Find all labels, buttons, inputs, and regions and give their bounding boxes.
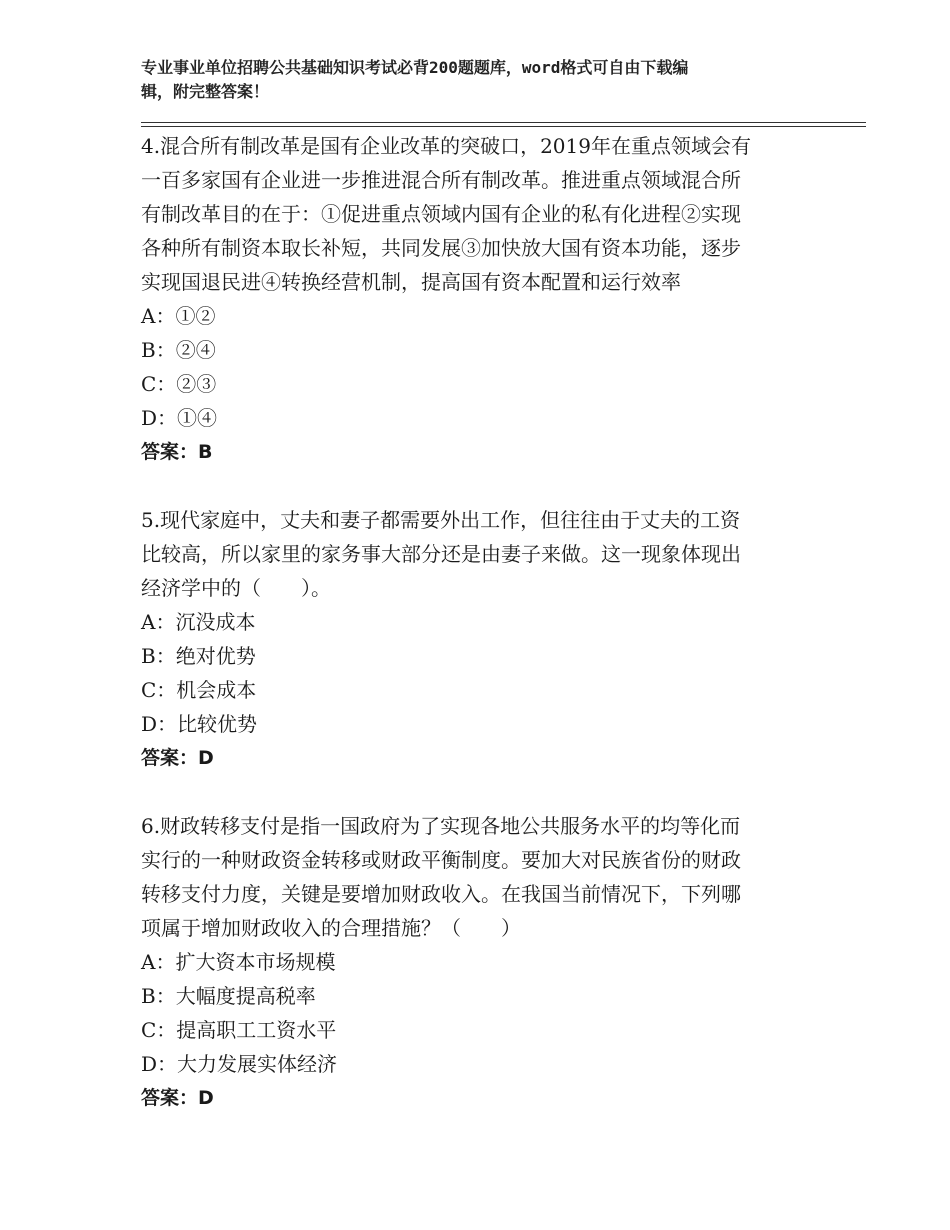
- option-c: C：②③: [141, 372, 217, 396]
- option-d: D：①④: [141, 406, 218, 430]
- answer: 答案：D: [141, 747, 214, 769]
- option-b: B：②④: [141, 338, 216, 362]
- question-6: [141, 809, 801, 1115]
- option-d: D：比较优势: [141, 712, 258, 736]
- option-b: B：绝对优势: [141, 644, 256, 668]
- stem-line: 4.混合所有制改革是国有企业改革的突破口，2019年在重点领域会有: [141, 134, 751, 158]
- stem-line: 各种所有制资本取长补短，共同发展③加快放大国有资本功能，逐步: [141, 236, 741, 260]
- stem-line: 5.现代家庭中，丈夫和妻子都需要外出工作，但往往由于丈夫的工资: [141, 508, 741, 532]
- header-line: 辑，附完整答案！: [141, 82, 270, 101]
- stem-line: 项属于增加财政收入的合理措施？（ ）: [141, 916, 521, 940]
- stem-line: 实现国退民进④转换经营机制，提高国有资本配置和运行效率: [141, 270, 681, 294]
- stem-line: 比较高，所以家里的家务事大部分还是由妻子来做。这一现象体现出: [141, 542, 741, 566]
- stem-line: 一百多家国有企业进一步推进混合所有制改革。推进重点领域混合所: [141, 168, 741, 192]
- question-5: [141, 503, 801, 775]
- header-divider: [141, 122, 866, 123]
- question-stem: [141, 503, 801, 605]
- question-4: [141, 129, 801, 469]
- option-a: A：沉没成本: [141, 610, 256, 634]
- option-c: C：机会成本: [141, 678, 257, 702]
- answer: 答案：B: [141, 441, 213, 463]
- option-b: B：大幅度提高税率: [141, 984, 316, 1008]
- stem-line: 6.财政转移支付是指一国政府为了实现各地公共服务水平的均等化而: [141, 814, 741, 838]
- option-a: A：①②: [141, 304, 216, 328]
- question-stem: [141, 809, 801, 945]
- option-a: A：扩大资本市场规模: [141, 950, 336, 974]
- question-list: [141, 127, 801, 1115]
- stem-line: 有制改革目的在于：①促进重点领域内国有企业的私有化进程②实现: [141, 202, 741, 226]
- document-header: [141, 56, 801, 104]
- question-stem: [141, 129, 801, 299]
- option-c: C：提高职工工资水平: [141, 1018, 337, 1042]
- stem-line: 转移支付力度，关键是要增加财政收入。在我国当前情况下，下列哪: [141, 882, 741, 906]
- answer: 答案：D: [141, 1087, 214, 1109]
- stem-line: 经济学中的（ ）。: [141, 576, 331, 600]
- stem-line: 实行的一种财政资金转移或财政平衡制度。要加大对民族省份的财政: [141, 848, 741, 872]
- option-d: D：大力发展实体经济: [141, 1052, 338, 1076]
- header-line: 专业事业单位招聘公共基础知识考试必背200题题库，word格式可自由下载编: [141, 58, 689, 77]
